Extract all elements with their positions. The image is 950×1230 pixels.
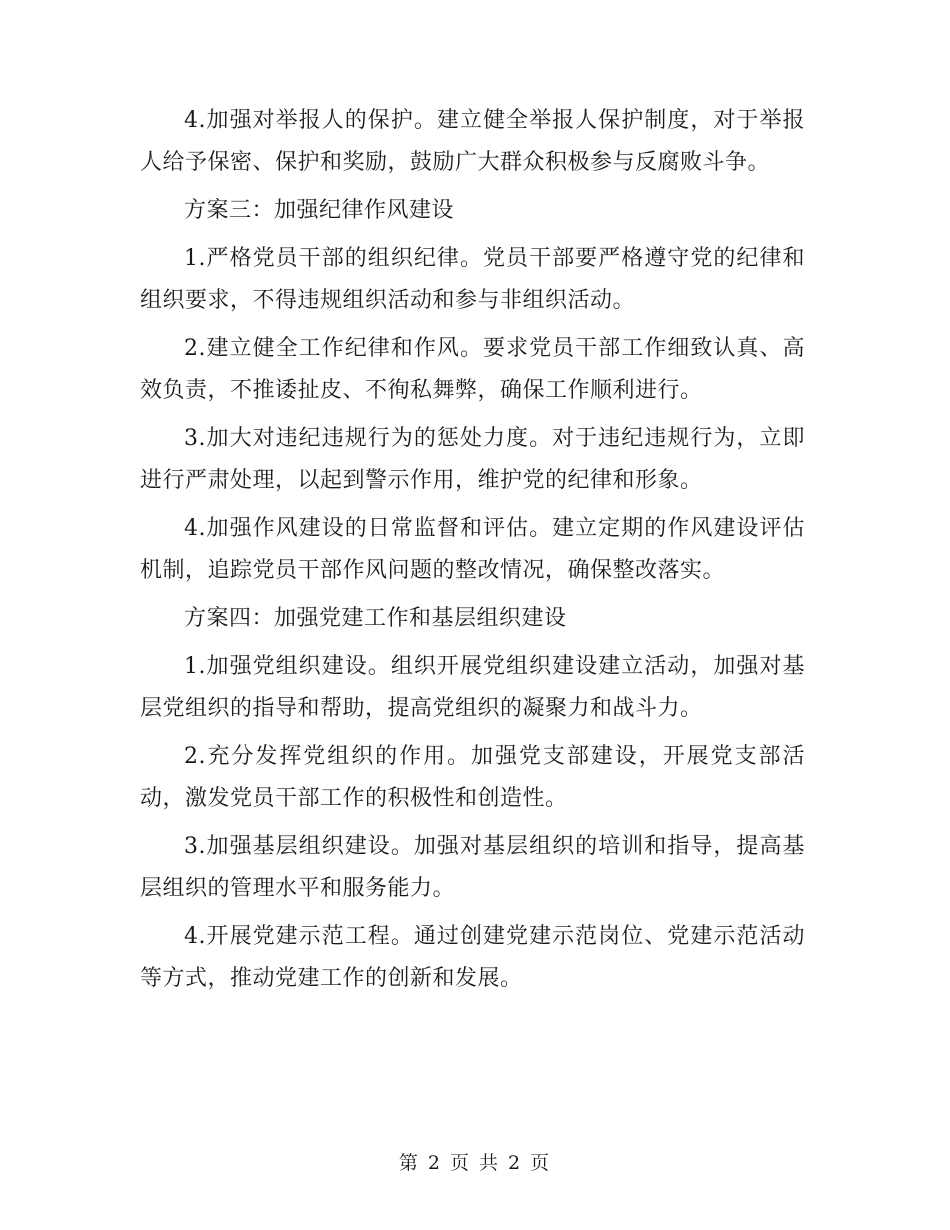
paragraph-item: 2.建立健全工作纪律和作风。要求党员干部工作细致认真、高效负责，不推诿扯皮、不徇私舞弊，确保工作顺利进行。 bbox=[140, 336, 805, 403]
paragraph-item: 4.加强作风建设的日常监督和评估。建立定期的作风建设评估机制，追踪党员干部作风问题的整改情况，确保整改落实。 bbox=[140, 516, 805, 583]
paragraph-item: 4.加强对举报人的保护。建立健全举报人保护制度，对于举报人给予保密、保护和奖励，鼓励广大群众积极参与反腐败斗争。 bbox=[140, 108, 805, 175]
paragraph-item: 1.加强党组织建设。组织开展党组织建设建立活动，加强对基层党组织的指导和帮助，提高党组织的凝聚力和战斗力。 bbox=[140, 654, 805, 721]
paragraph-item: 3.加强基层组织建设。加强对基层组织的培训和指导，提高基层组织的管理水平和服务能力。 bbox=[140, 834, 805, 901]
section-heading: 方案三：加强纪律作风建设 bbox=[184, 198, 455, 223]
paragraph-item: 1.严格党员干部的组织纪律。党员干部要严格遵守党的纪律和组织要求，不得违规组织活动和参与非组织活动。 bbox=[140, 246, 805, 313]
document-body bbox=[140, 100, 805, 1006]
section-heading: 方案四：加强党建工作和基层组织建设 bbox=[184, 606, 567, 631]
paragraph-item: 3.加大对违纪违规行为的惩处力度。对于违纪违规行为，立即进行严肃处理，以起到警示作用，维护党的纪律和形象。 bbox=[140, 426, 805, 493]
paragraph-item: 4.开展党建示范工程。通过创建党建示范岗位、党建示范活动等方式，推动党建工作的创新和发展。 bbox=[140, 924, 805, 991]
paragraph-item: 2.充分发挥党组织的作用。加强党支部建设，开展党支部活动，激发党员干部工作的积极性和创造性。 bbox=[140, 744, 805, 811]
page-footer: 第 2 页 共 2 页 bbox=[398, 1152, 552, 1174]
